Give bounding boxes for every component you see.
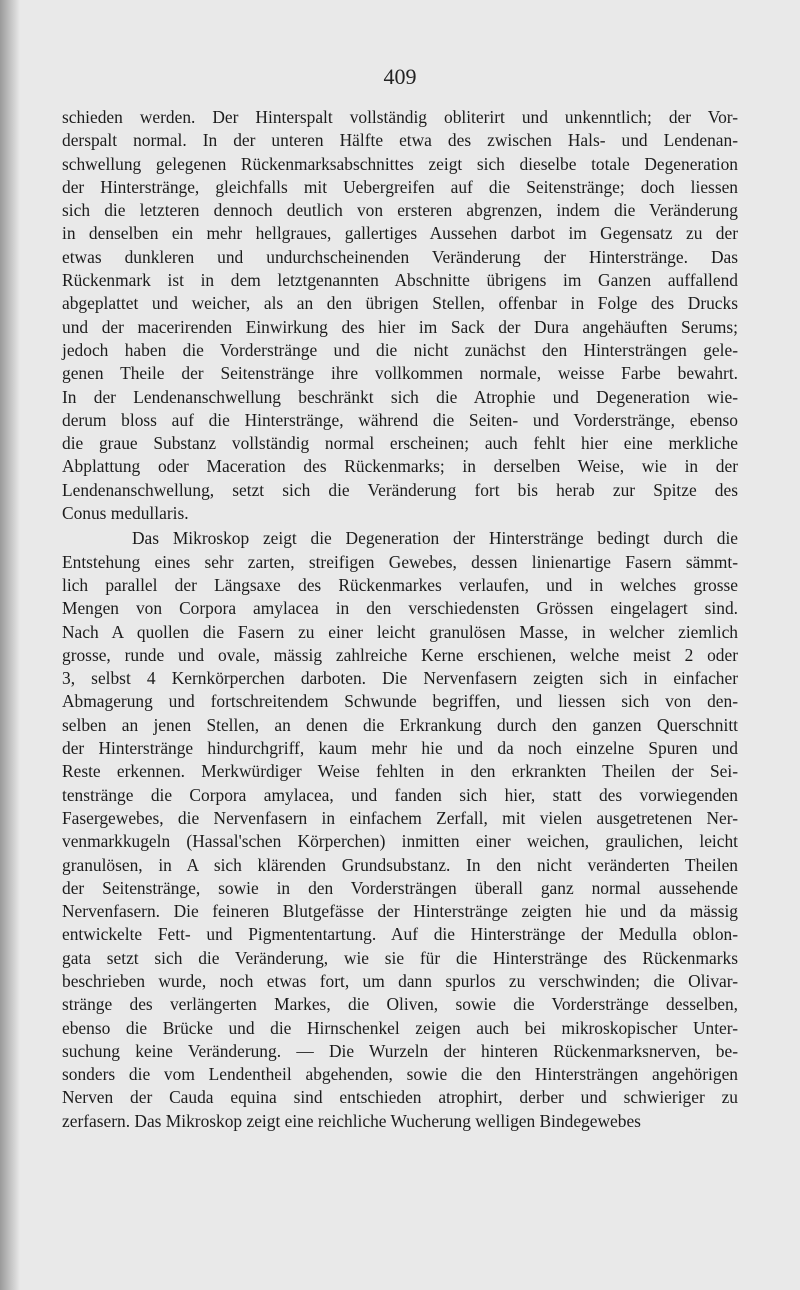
text-line: beschrieben wurde, noch etwas fort, um dann spurlos zu verschwinden; die Olivar- <box>62 970 738 991</box>
text-line: sich die letzteren dennoch deutlich von ersteren abgrenzen, indem die Veränderung <box>62 200 738 221</box>
text-line: der Hinterstränge, gleichfalls mit Uebergreifen auf die Seitenstränge; doch liessen <box>62 176 738 197</box>
text-line: abgeplattet und weicher, als an den übrigen Stellen, offenbar in Folge des Drucks <box>62 293 738 314</box>
paragraph-1 <box>62 106 738 525</box>
text-line: selben an jenen Stellen, an denen die Erkrankung durch den ganzen Querschnitt <box>62 714 738 735</box>
text-line: grosse, runde und ovale, mässig zahlreiche Kerne erschienen, welche meist 2 oder <box>62 644 738 665</box>
text-line: Lendenanschwellung, setzt sich die Veränderung fort bis herab zur Spitze des <box>62 479 738 500</box>
text-line: suchung keine Veränderung. — Die Wurzeln der hinteren Rückenmarksnerven, be- <box>62 1040 738 1061</box>
text-line: Conus medullaris. <box>62 503 189 524</box>
text-line: In der Lendenanschwellung beschränkt sich die Atrophie und Degeneration wie- <box>62 386 738 407</box>
text-line: Abmagerung und fortschreitendem Schwunde begriffen, und liessen sich von den- <box>62 691 738 712</box>
text-line: in denselben ein mehr hellgraues, gallertiges Aussehen darbot im Gegensatz zu der <box>62 223 738 244</box>
text-line: 3, selbst 4 Kernkörperchen darboten. Die Nervenfasern zeigten sich in einfacher <box>62 668 738 689</box>
text-line: Nach A quollen die Fasern zu einer leicht granulösen Masse, in welcher ziemlich <box>62 621 738 642</box>
text-line: jedoch haben die Vorderstränge und die nicht zunächst den Hintersträngen gele- <box>62 339 738 360</box>
text-line: derum bloss auf die Hinterstränge, während die Seiten- und Vorderstränge, ebenso <box>62 409 738 430</box>
text-line: Das Mikroskop zeigt die Degeneration der Hinterstränge bedingt durch die <box>132 528 738 549</box>
page-number: 409 <box>383 64 417 89</box>
text-line: und der macerirenden Einwirkung des hier im Sack der Dura angehäuften Serums; <box>62 316 738 337</box>
text-line: Rückenmark ist in dem letztgenannten Abschnitte übrigens im Ganzen auffallend <box>62 270 738 291</box>
text-line: sonders die vom Lendentheil abgehenden, sowie die den Hintersträngen angehörigen <box>62 1064 738 1085</box>
text-line: der Seitenstränge, sowie in den Vordersträngen überall ganz normal aussehende <box>62 877 738 898</box>
text-line: der Hinterstränge hindurchgriff, kaum mehr hie und da noch einzelne Spuren und <box>62 738 738 759</box>
text-line: entwickelte Fett- und Pigmententartung. Auf die Hinterstränge der Medulla oblon- <box>62 924 738 945</box>
text-line: ebenso die Brücke und die Hirnschenkel zeigen auch bei mikroskopischer Unter- <box>62 1017 738 1038</box>
text-line: stränge des verlängerten Markes, die Oliven, sowie die Vorderstränge desselben, <box>62 994 738 1015</box>
text-line: gata setzt sich die Veränderung, wie sie für die Hinterstränge des Rückenmarks <box>62 947 738 968</box>
text-line: granulösen, in A sich klärenden Grundsubstanz. In den nicht veränderten Theilen <box>62 854 738 875</box>
text-line: Fasergewebes, die Nervenfasern in einfachem Zerfall, mit vielen ausgetretenen Ner- <box>62 807 738 828</box>
text-line: Mengen von Corpora amylacea in den verschiedensten Grössen eingelagert sind. <box>62 598 738 619</box>
body-text <box>62 106 738 1133</box>
text-line: genen Theile der Seitenstränge ihre vollkommen normale, weisse Farbe bewahrt. <box>62 363 738 384</box>
text-line: die graue Substanz vollständig normal erscheinen; auch fehlt hier eine merkliche <box>62 433 738 454</box>
text-line: schieden werden. Der Hinterspalt vollständig obliterirt und unkenntlich; der Vor- <box>62 107 738 127</box>
text-line: derspalt normal. In der unteren Hälfte etwa des zwischen Hals- und Lendenan- <box>62 130 738 151</box>
text-line: Nerven der Cauda equina sind entschieden atrophirt, derber und schwieriger zu <box>62 1087 738 1108</box>
text-line: venmarkkugeln (Hassal'schen Körperchen) inmitten einer weichen, graulichen, leicht <box>62 831 738 852</box>
text-line: Nervenfasern. Die feineren Blutgefässe der Hinterstränge zeigten hie und da mässig <box>62 901 738 922</box>
text-line: schwellung gelegenen Rückenmarksabschnittes zeigt sich dieselbe totale Degeneration <box>62 153 738 174</box>
paragraph-2 <box>62 527 738 1133</box>
text-line: tenstränge die Corpora amylacea, und fanden sich hier, statt des vorwiegenden <box>62 784 738 805</box>
text-line: Reste erkennen. Merkwürdiger Weise fehlten in den erkrankten Theilen der Sei- <box>62 761 738 782</box>
text-line: lich parallel der Längsaxe des Rückenmarkes verlaufen, und in welches grosse <box>62 574 738 595</box>
text-line: Abplattung oder Maceration des Rückenmarks; in derselben Weise, wie in der <box>62 456 738 477</box>
binding-shadow <box>0 0 20 1290</box>
text-line: Entstehung eines sehr zarten, streifigen Gewebes, dessen linienartige Fasern sämmt- <box>62 551 738 572</box>
text-line: etwas dunkleren und undurchscheinenden Veränderung der Hinterstränge. Das <box>62 246 738 267</box>
text-line: zerfasern. Das Mikroskop zeigt eine reichliche Wucherung welligen Bindegewebes <box>62 1110 641 1131</box>
